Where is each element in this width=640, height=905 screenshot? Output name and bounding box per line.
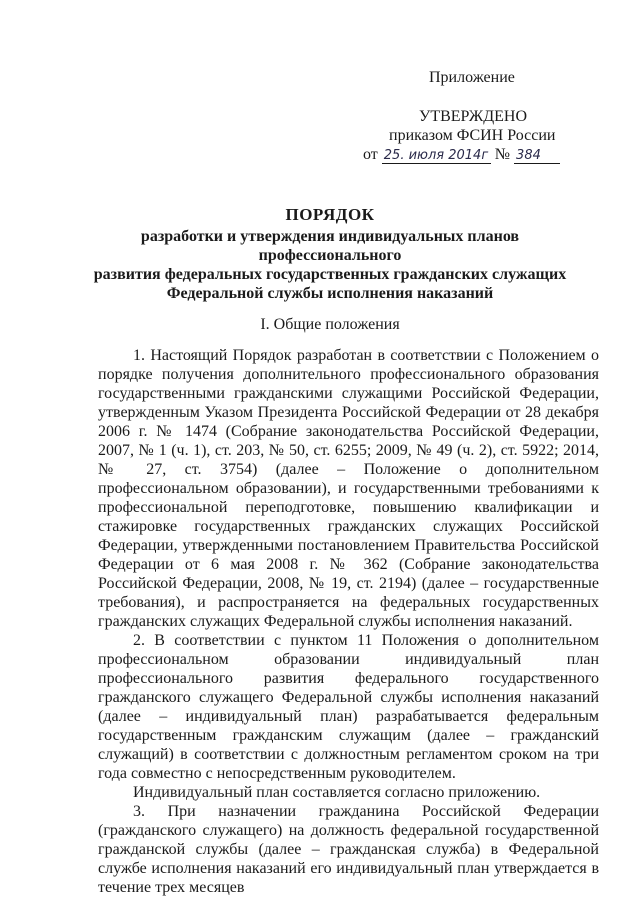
- paragraph-3: 3. При назначении гражданина Российской Федерации (гражданского служащего) на должность федеральной государственной гражданской службы (далее – гражданская служба) в Федеральной службе исполнения наказаний его индивидуальный план утверждается в течение трех месяцев: [98, 803, 599, 896]
- title-main: ПОРЯДОК: [285, 205, 375, 224]
- title-line-1: разработки и утверждения индивидуальных планов профессионального: [140, 228, 520, 264]
- number-label: №: [494, 146, 511, 163]
- section-heading: I. Общие положения: [260, 316, 400, 333]
- title-line-2: развития федеральных государственных гражданских служащих: [93, 266, 567, 283]
- document-body: [98, 346, 599, 897]
- approved-stamp-text: УТВЕРЖДЕНО: [419, 108, 528, 125]
- paragraph-1: 1. Настоящий Порядок разработан в соответствии с Положением о порядке получения дополнительного профессионального образования государственными гражданскими служащими Российской Федерации, утвержденным Указом Президента Российской Федерации от 28 декабря 2006 г. № 1474 (Собрание законодательства Российской Федерации, 2007, № 1 (ч. 1), ст. 203, № 50, ст. 6255; 2009, № 49 (ч. 2), ст. 5922; 2014, № 27, ст. 3754) (далее – Положение о дополнительном профессиональном образовании), и государственными требованиями к профессиональной переподготовке, повышению квалификации и стажировке государственных гражданских служащих Российской Федерации, утвержденными постановлением Правительства Российской Федерации от 6 мая 2008 г. № 362 (Собрание законодательства Российской Федерации, 2008, № 19, ст. 2194) (далее – государственные требования), и распространяется на федеральных государственных гражданских служащих Федеральной службы исполнения наказаний.: [98, 347, 599, 630]
- order-date-line: [363, 145, 560, 164]
- document-title: [90, 205, 570, 303]
- paragraph-2-note: Индивидуальный план составляется согласно приложению.: [133, 784, 541, 801]
- handwritten-date: 25. июля 2014г: [382, 149, 491, 164]
- date-prefix: от: [363, 146, 378, 163]
- title-line-3: Федеральной службы исполнения наказаний: [166, 285, 494, 302]
- order-reference: приказом ФСИН России: [389, 127, 556, 144]
- handwritten-number: 384: [514, 149, 560, 164]
- appendix-label: Приложение: [429, 69, 515, 86]
- paragraph-2: 2. В соответствии с пунктом 11 Положения о дополнительном профессиональном образовании индивидуальный план профессионального развития федерального государственного гражданского служащего Федеральной службы исполнения наказаний (далее – индивидуальный план) разрабатывается федеральным государственным гражданским служащим (далее – гражданский служащий) в соответствии с должностным регламентом сроком на три года совместно с непосредственным руководителем.: [98, 632, 599, 782]
